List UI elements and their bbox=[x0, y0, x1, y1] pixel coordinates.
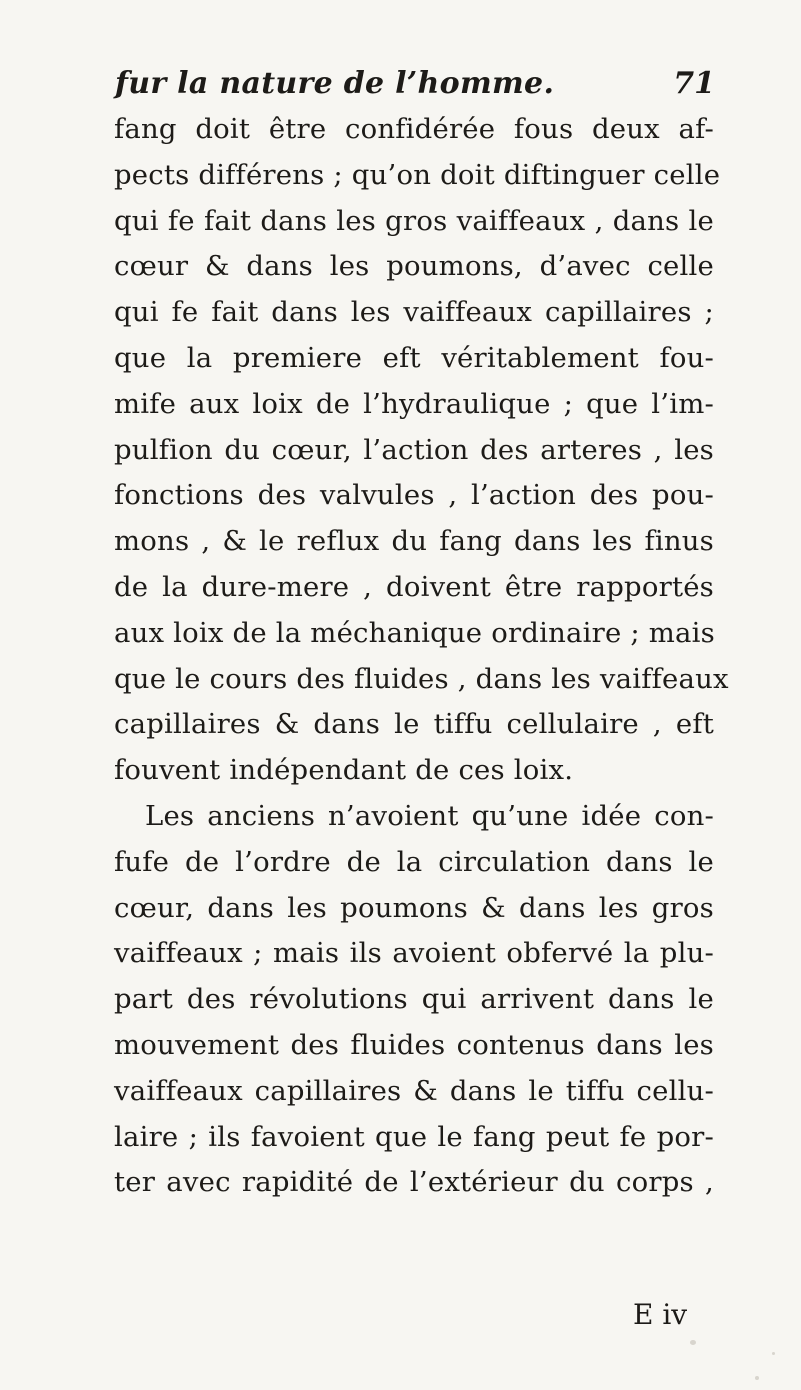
text-line: que le cours des fluides , dans les vaiffeaux bbox=[114, 662, 729, 695]
paper-speck bbox=[690, 1340, 696, 1345]
text-line: fufe de l’ordre de la circulation dans le bbox=[114, 845, 714, 878]
text-line: part des révolutions qui arrivent dans le bbox=[114, 983, 714, 1016]
text-line: que la premiere eft véritablement fou- bbox=[114, 341, 714, 374]
running-head: fur la nature de l’homme. bbox=[115, 66, 555, 101]
text-line: capillaires & dans le tiffu cellulaire , eft bbox=[114, 708, 714, 741]
signature-mark: E iv bbox=[633, 1298, 688, 1331]
text-line: vaiffeaux ; mais ils avoient obfervé la plu- bbox=[114, 937, 714, 970]
text-line: qui fe fait dans les vaiffeaux capillaires ; bbox=[114, 296, 714, 329]
text-line: Les anciens n’avoient qu’une idée con- bbox=[145, 799, 714, 832]
text-line: cœur, dans les poumons & dans les gros bbox=[114, 891, 714, 924]
text-line: mouvement des fluides contenus dans les bbox=[114, 1028, 714, 1061]
text-line: fouvent indépendant de ces loix. bbox=[114, 754, 574, 787]
text-line: mons , & le reflux du fang dans les finus bbox=[114, 525, 714, 558]
text-line: ter avec rapidité de l’extérieur du corps , bbox=[114, 1166, 714, 1199]
text-line: pulfion du cœur, l’action des arteres , les bbox=[114, 433, 714, 466]
paper-speck bbox=[772, 1352, 775, 1355]
paper-speck bbox=[755, 1376, 759, 1380]
text-line: qui fe fait dans les gros vaiffeaux , dans le bbox=[114, 204, 714, 237]
text-line: cœur & dans les poumons, d’avec celle bbox=[114, 250, 714, 283]
text-line: pects différens ; qu’on doit diftinguer celle bbox=[114, 158, 721, 191]
text-line: vaiffeaux capillaires & dans le tiffu cellu- bbox=[114, 1074, 714, 1107]
page-number: 71 bbox=[673, 66, 715, 101]
text-line: de la dure-mere , doivent être rapportés bbox=[114, 570, 714, 603]
text-line: laire ; ils favoient que le fang peut fe por- bbox=[114, 1120, 714, 1153]
text-line: fonctions des valvules , l’action des pou- bbox=[114, 479, 714, 512]
page-header bbox=[115, 66, 715, 106]
text-line: fang doit être confidérée fous deux af- bbox=[114, 113, 714, 145]
text-line: mife aux loix de l’hydraulique ; que l’im- bbox=[114, 387, 714, 420]
text-line: aux loix de la méchanique ordinaire ; mais bbox=[114, 616, 715, 649]
body-text bbox=[114, 107, 729, 1206]
